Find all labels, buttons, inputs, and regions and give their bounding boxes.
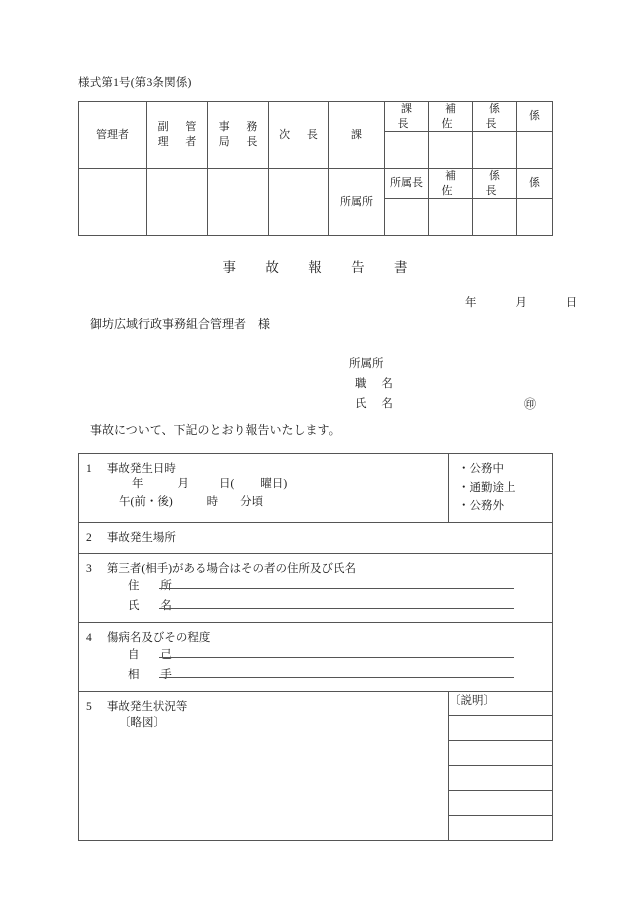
section-5-heading: [86, 698, 448, 714]
duty-option-commuting[interactable]: ・通勤途上: [458, 481, 516, 494]
injury-other-rule[interactable]: [159, 665, 514, 678]
reporter-affiliation-label: 所属所: [349, 358, 384, 370]
approval-label-manager: 管理者: [96, 128, 129, 141]
explanation-line-2[interactable]: [449, 740, 553, 765]
form-row-section-4: [79, 623, 553, 692]
section-3-heading: [86, 560, 552, 576]
approval-stamp-box-affiliation-chief[interactable]: [385, 199, 429, 236]
injury-other-row[interactable]: [86, 665, 552, 685]
accident-report-form-table: [78, 453, 553, 841]
approval-stamp-box-vice-chief-2[interactable]: [269, 169, 329, 236]
date-year-label: 年: [132, 478, 144, 490]
form-row-section-3: [79, 553, 553, 622]
table-row: [79, 169, 553, 199]
section-3-number: 3: [86, 562, 92, 575]
approval-title-section-chief: 課 長: [397, 103, 419, 130]
section-1-number: 1: [86, 463, 92, 475]
section-1-time-row[interactable]: [86, 494, 448, 512]
explanation-line-4[interactable]: [449, 790, 553, 815]
section-4-title: 傷病名及びその程度: [106, 632, 211, 645]
date-weekday-label: 曜日): [260, 478, 288, 490]
section-2-number: 2: [86, 531, 92, 544]
section-4-cell[interactable]: [79, 623, 553, 692]
approval-header-assistant-2: [429, 169, 473, 199]
addressee-line: 御坊広域行政事務組合管理者 様: [90, 317, 271, 331]
approval-header-subsection-chief: [473, 102, 517, 132]
approval-cell-vice-chief[interactable]: [269, 102, 329, 169]
approval-header-clerk: [517, 102, 553, 132]
section-2-content: [79, 523, 552, 551]
approval-stamp-box-clerk[interactable]: [517, 132, 553, 169]
third-party-name-row[interactable]: [86, 596, 552, 616]
approval-cell-affiliation[interactable]: [329, 169, 385, 236]
third-party-name-rule[interactable]: [159, 596, 514, 609]
section-2-title: 事故発生場所: [106, 531, 176, 544]
table-row: [79, 102, 553, 132]
duty-option-on-duty[interactable]: ・公務中: [458, 463, 504, 475]
third-party-address-label: 住 所: [128, 579, 181, 592]
section-5-title: 事故発生状況等: [106, 701, 188, 714]
form-number: 様式第1号(第3条関係): [78, 77, 192, 89]
approval-label-vice-chief: 次 長: [279, 128, 325, 141]
section-1-title: 事故発生日時: [106, 463, 176, 475]
form-row-section-2: [79, 522, 553, 553]
section-3-content: [79, 554, 552, 622]
approval-title-affiliation-chief: 所属長: [390, 177, 423, 190]
approval-header-section-chief: [385, 102, 429, 132]
approval-header-clerk-2: [517, 169, 553, 199]
explanation-line-3[interactable]: [449, 765, 553, 790]
approval-stamp-box-clerk-b[interactable]: [517, 199, 553, 236]
approval-stamp-box-assistant-b[interactable]: [429, 199, 473, 236]
reporter-name-row[interactable]: [349, 394, 537, 414]
approval-header-subsection-chief-2: [473, 169, 517, 199]
approval-stamp-box-assistant[interactable]: [429, 132, 473, 169]
section-2-cell[interactable]: [79, 522, 553, 553]
approval-stamp-table: [78, 101, 553, 236]
approval-label-deputy-manager: [147, 120, 207, 150]
approval-cell-section[interactable]: [329, 102, 385, 169]
explanation-header-cell: [449, 692, 553, 715]
injury-self-rule[interactable]: [159, 645, 514, 658]
approval-cell-deputy-manager[interactable]: [147, 102, 208, 169]
approval-title-clerk: 係: [529, 110, 540, 123]
date-day-label: 日(: [219, 478, 235, 490]
form-row-section-1: [79, 454, 553, 523]
reporter-affiliation-row[interactable]: [349, 354, 399, 374]
date-line[interactable]: 年 月 日: [465, 297, 596, 309]
deputy-manager-line2: 理 者: [157, 136, 204, 149]
approval-label-section: 課: [351, 128, 362, 141]
deputy-manager-line1: 副 管: [157, 121, 204, 134]
time-minute-label: 分頃: [240, 495, 264, 508]
explanation-line-5[interactable]: [449, 816, 553, 841]
time-ampm-label: 午(前・後): [119, 495, 173, 508]
approval-title-subsection-chief-2: 係 長: [485, 170, 507, 197]
reporter-block: [349, 354, 537, 414]
section-3-cell[interactable]: [79, 553, 553, 622]
section-1-heading: [86, 460, 448, 476]
reporter-name-label: 氏 名: [355, 398, 399, 410]
approval-stamp-box-section-chief[interactable]: [385, 132, 429, 169]
reporter-position-row[interactable]: [349, 374, 399, 394]
form-row-section-5: [79, 692, 553, 715]
approval-title-clerk-2: 係: [529, 177, 540, 190]
secretariat-chief-line2: 局 長: [218, 136, 265, 149]
section-1-cell[interactable]: [79, 454, 449, 523]
approval-stamp-box-subsection-chief-b[interactable]: [473, 199, 517, 236]
section-1-content: [79, 454, 448, 518]
approval-stamp-box-manager-2[interactable]: [79, 169, 147, 236]
explanation-line-1[interactable]: [449, 715, 553, 740]
approval-title-assistant-2: 補 佐: [441, 170, 463, 197]
seal-icon: ㊞: [524, 397, 537, 411]
section-4-heading: [86, 629, 552, 645]
explanation-label: 〔説明〕: [449, 695, 495, 708]
section-4-content: [79, 623, 552, 691]
reporter-position-label: 職 名: [355, 378, 399, 390]
lead-sentence: 事故について、下記のとおり報告いたします。: [90, 423, 341, 437]
date-month-label: 月: [177, 478, 189, 490]
section-5-content: [79, 692, 448, 736]
duty-category-cell[interactable]: [449, 454, 553, 523]
duty-option-off-duty[interactable]: ・公務外: [458, 500, 504, 513]
approval-title-assistant: 補 佐: [441, 103, 463, 130]
section-5-sketch-cell[interactable]: [79, 692, 449, 841]
approval-cell-secretariat-chief[interactable]: [208, 102, 269, 169]
approval-label-secretariat-chief: [208, 120, 268, 150]
third-party-address-rule[interactable]: [159, 576, 514, 589]
section-3-title: 第三者(相手)がある場合はその者の住所及び氏名: [106, 562, 357, 575]
third-party-address-row[interactable]: [86, 576, 552, 596]
sketch-label: 〔略図〕: [119, 717, 165, 730]
injury-self-row[interactable]: [86, 645, 552, 665]
approval-title-subsection-chief: 係 長: [485, 103, 507, 130]
section-4-number: 4: [86, 632, 92, 645]
secretariat-chief-line1: 事 務: [218, 121, 265, 134]
section-1-date-row[interactable]: [86, 476, 448, 494]
injury-self-label: 自 己: [128, 649, 181, 662]
time-hour-label: 時: [206, 495, 219, 508]
document-title: 事 故 報 告 書: [222, 260, 421, 275]
duty-category-list: [449, 454, 552, 522]
third-party-name-label: 氏 名: [128, 600, 181, 612]
approval-stamp-box-deputy-manager-2[interactable]: [147, 169, 208, 236]
approval-header-assistant: [429, 102, 473, 132]
section-5-number: 5: [86, 701, 92, 714]
approval-header-affiliation-chief: [385, 169, 429, 199]
approval-stamp-box-secretariat-chief-2[interactable]: [208, 169, 269, 236]
injury-other-label: 相 手: [128, 669, 181, 682]
approval-stamp-box-subsection-chief[interactable]: [473, 132, 517, 169]
approval-label-affiliation: 所属所: [340, 195, 373, 208]
approval-cell-manager[interactable]: [79, 102, 147, 169]
